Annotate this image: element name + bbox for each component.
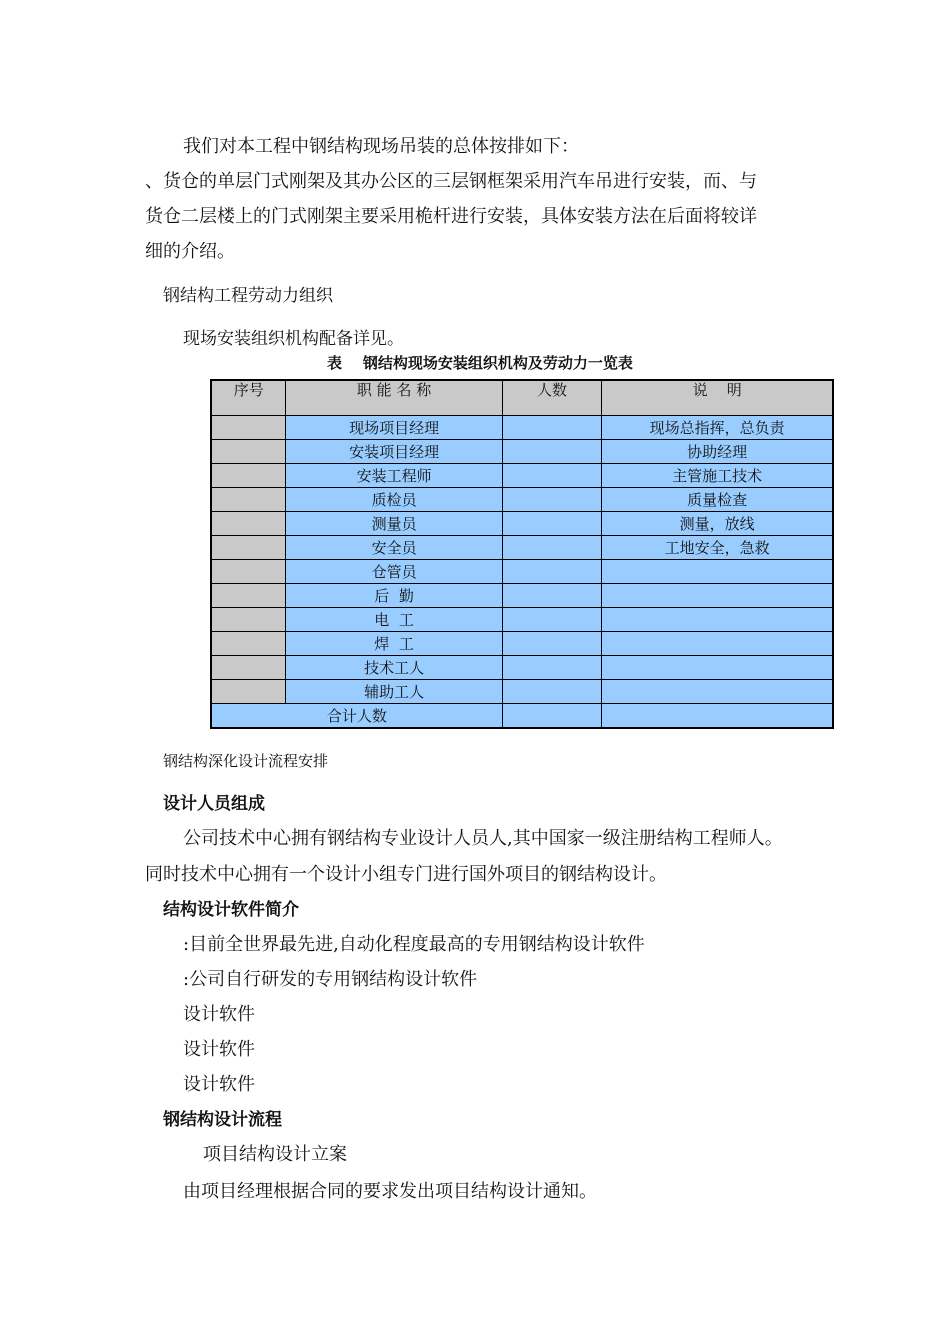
seq-cell xyxy=(211,512,286,536)
header-role: 职 能 名 称 xyxy=(286,380,502,416)
desc-cell xyxy=(602,656,833,680)
intro-line-2: 、货仓的单层门式刚架及其办公区的三层钢框架采用汽车吊进行安装，而、与 xyxy=(145,171,757,192)
desc-cell: 协助经理 xyxy=(602,440,833,464)
software-item: 设计软件 xyxy=(183,1074,255,1095)
table-row xyxy=(211,680,833,704)
table-row xyxy=(211,608,833,632)
count-cell xyxy=(502,536,602,560)
section-heading-design-flow: 钢结构深化设计流程安排 xyxy=(163,752,329,770)
role-cell: 安全员 xyxy=(286,536,502,560)
table-caption: 表 钢结构现场安装组织机构及劳动力一览表 xyxy=(327,354,633,372)
role-cell: 现场项目经理 xyxy=(286,416,502,440)
intro-line-4: 细的介绍。 xyxy=(145,241,235,262)
table-row xyxy=(211,416,833,440)
table-row xyxy=(211,656,833,680)
count-cell xyxy=(502,608,602,632)
count-cell xyxy=(502,632,602,656)
seq-cell xyxy=(211,608,286,632)
count-cell xyxy=(502,560,602,584)
software-item: 设计软件 xyxy=(183,1039,255,1060)
section-heading-labor: 钢结构工程劳动力组织 xyxy=(163,286,333,306)
table-row xyxy=(211,440,833,464)
design-team-line-1: 公司技术中心拥有钢结构专业设计人员人,其中国家一级注册结构工程师人。 xyxy=(183,828,783,849)
total-count xyxy=(502,704,602,729)
design-team-heading: 设计人员组成 xyxy=(163,794,265,814)
table-total-row xyxy=(211,704,833,729)
software-item: :公司自行研发的专用钢结构设计软件 xyxy=(183,969,478,990)
role-cell: 后 勤 xyxy=(286,584,502,608)
table-row xyxy=(211,512,833,536)
role-cell: 质检员 xyxy=(286,488,502,512)
desc-cell: 质量检查 xyxy=(602,488,833,512)
labor-table xyxy=(210,379,834,729)
count-cell xyxy=(502,464,602,488)
role-cell: 安装项目经理 xyxy=(286,440,502,464)
total-desc xyxy=(602,704,833,729)
seq-cell xyxy=(211,464,286,488)
process-heading: 钢结构设计流程 xyxy=(163,1110,282,1130)
role-cell: 测量员 xyxy=(286,512,502,536)
seq-cell xyxy=(211,584,286,608)
count-cell xyxy=(502,656,602,680)
table-row xyxy=(211,632,833,656)
seq-cell xyxy=(211,632,286,656)
table-header-row xyxy=(211,380,833,416)
header-seq: 序号 xyxy=(211,380,286,416)
header-desc: 说 明 xyxy=(602,380,833,416)
total-label: 合计人数 xyxy=(211,704,502,729)
table-row xyxy=(211,464,833,488)
process-text: 由项目经理根据合同的要求发出项目结构设计通知。 xyxy=(183,1181,597,1202)
seq-cell xyxy=(211,536,286,560)
labor-note: 现场安装组织机构配备详见。 xyxy=(183,329,404,349)
role-cell: 电 工 xyxy=(286,608,502,632)
count-cell xyxy=(502,680,602,704)
software-item: :目前全世界最先进,自动化程度最高的专用钢结构设计软件 xyxy=(183,934,645,955)
intro-line-3: 货仓二层楼上的门式刚架主要采用桅杆进行安装，具体安装方法在后面将较详 xyxy=(145,206,757,227)
table-row xyxy=(211,584,833,608)
header-count: 人数 xyxy=(502,380,602,416)
desc-cell: 现场总指挥，总负责 xyxy=(602,416,833,440)
seq-cell xyxy=(211,656,286,680)
desc-cell xyxy=(602,608,833,632)
role-cell: 辅助工人 xyxy=(286,680,502,704)
desc-cell xyxy=(602,584,833,608)
desc-cell: 主管施工技术 xyxy=(602,464,833,488)
seq-cell xyxy=(211,440,286,464)
seq-cell xyxy=(211,560,286,584)
desc-cell xyxy=(602,632,833,656)
count-cell xyxy=(502,584,602,608)
table-row xyxy=(211,560,833,584)
desc-cell xyxy=(602,680,833,704)
table-row xyxy=(211,536,833,560)
design-team-line-2: 同时技术中心拥有一个设计小组专门进行国外项目的钢结构设计。 xyxy=(145,864,667,885)
desc-cell xyxy=(602,560,833,584)
role-cell: 技术工人 xyxy=(286,656,502,680)
seq-cell xyxy=(211,680,286,704)
seq-cell xyxy=(211,416,286,440)
count-cell xyxy=(502,488,602,512)
software-heading: 结构设计软件简介 xyxy=(163,900,299,920)
role-cell: 安装工程师 xyxy=(286,464,502,488)
process-subheading: 项目结构设计立案 xyxy=(203,1144,347,1165)
count-cell xyxy=(502,416,602,440)
desc-cell: 工地安全，急救 xyxy=(602,536,833,560)
desc-cell: 测量，放线 xyxy=(602,512,833,536)
software-item: 设计软件 xyxy=(183,1004,255,1025)
intro-line-1: 我们对本工程中钢结构现场吊装的总体按排如下： xyxy=(183,136,579,157)
count-cell xyxy=(502,512,602,536)
table-row xyxy=(211,488,833,512)
count-cell xyxy=(502,440,602,464)
role-cell: 仓管员 xyxy=(286,560,502,584)
role-cell: 焊 工 xyxy=(286,632,502,656)
seq-cell xyxy=(211,488,286,512)
